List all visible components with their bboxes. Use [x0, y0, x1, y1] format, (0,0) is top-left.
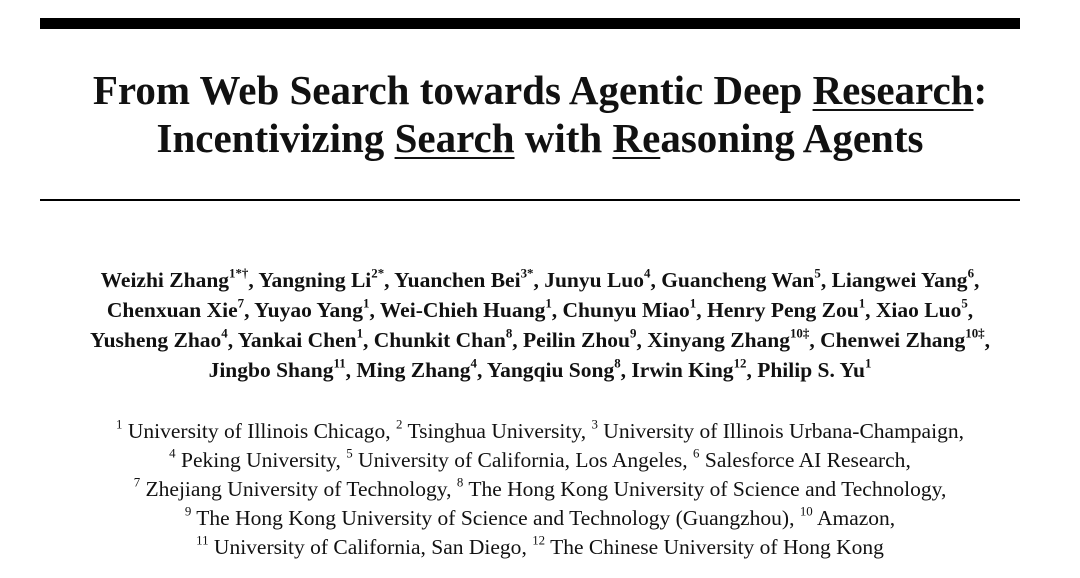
- author-name: Xiao Luo: [875, 298, 962, 322]
- author-affiliation-marker: 10‡: [789, 326, 810, 341]
- title-text: asoning Agents: [660, 115, 924, 161]
- affiliation-name: University of California, Los Angeles: [358, 448, 683, 472]
- author: [254, 298, 369, 322]
- author-name: Ming Zhang: [356, 358, 471, 382]
- author-affiliation-marker: 9: [629, 326, 637, 341]
- affiliation: [169, 448, 335, 472]
- author-name: Yuanchen Bei: [394, 268, 521, 292]
- affiliation: [800, 506, 890, 530]
- affiliation-name: The Hong Kong University of Science and Technology: [468, 477, 941, 501]
- affiliation-number: 11: [196, 533, 209, 548]
- author-line: Chenxuan Xie$^7$, Yuyao Yang$^1$, Wei-Chieh Huang$^1$, Chunyu Miao$^1$, Henry Peng Zou$^1$, Xiao Luo$^5$,: [106, 296, 974, 322]
- title-text: with: [514, 115, 613, 161]
- affiliation-number: 8: [456, 475, 464, 490]
- author-affiliation-marker: 11: [333, 356, 346, 371]
- author: [647, 328, 809, 352]
- author: [563, 298, 697, 322]
- author: [374, 328, 513, 352]
- author-name: Liangwei Yang: [831, 268, 968, 292]
- author: [661, 268, 821, 292]
- affiliation-name: The Chinese University of Hong Kong: [550, 535, 884, 559]
- author-affiliation-marker: 4: [221, 326, 228, 341]
- affiliation-line: $^9$ The Hong Kong University of Science and Technology (Guangzhou), $^{10}$ Amazon,: [184, 504, 896, 530]
- author-name: Henry Peng Zou: [706, 298, 859, 322]
- author-affiliation-marker: 7: [237, 296, 245, 311]
- title-underlined-word: Research: [812, 67, 974, 113]
- author-affiliation-marker: 5: [961, 296, 968, 311]
- affiliation: [693, 448, 905, 472]
- author: [523, 328, 636, 352]
- author: [707, 298, 865, 322]
- title-text: From Web Search towards Agentic Deep: [92, 67, 813, 113]
- title-underlined-word: Re: [612, 115, 661, 161]
- affiliation-name: University of Illinois Urbana-Champaign: [603, 419, 959, 443]
- author-affiliation-marker: 12: [733, 356, 747, 371]
- author: [107, 298, 244, 322]
- author-affiliation-marker: 1: [689, 296, 697, 311]
- author-affiliation-marker: 5: [814, 266, 821, 281]
- affiliation-number: 4: [169, 446, 176, 461]
- author-affiliation-marker: 8: [614, 356, 621, 371]
- author: [90, 328, 228, 352]
- author-line: Jingbo Shang$^{11}$, Ming Zhang$^4$, Yangqiu Song$^8$, Irwin King$^{12}$, Philip S. Yu$^1$: [208, 356, 872, 382]
- affiliation-number: 7: [133, 475, 141, 490]
- author: [209, 358, 346, 382]
- author-name: Yangning Li: [258, 268, 372, 292]
- affiliation-list: [0, 417, 1080, 562]
- author: [258, 268, 384, 292]
- affiliation-name: The Hong Kong University of Science and Technology (Guangzhou): [196, 506, 790, 530]
- affiliation-number: 6: [693, 446, 700, 461]
- author-affiliation-marker: 8: [505, 326, 513, 341]
- author-affiliation-marker: 1: [545, 296, 552, 311]
- affiliation: [457, 477, 941, 501]
- author-name: Wei-Chieh Huang: [379, 298, 546, 322]
- affiliation: [346, 448, 682, 472]
- affiliation-name: Salesforce AI Research: [704, 448, 906, 472]
- affiliation: [532, 535, 884, 559]
- author-line: Weizhi Zhang$^{1*\dagger}$, Yangning $Li^{2*}$, Yuanchen Bei$^{3*}$, Junyu Luo$^4$, Guancheng Wan$^5$, Liangwei Yang$^6$,: [100, 266, 980, 292]
- author: [356, 358, 477, 382]
- affiliation-name: Zhejiang University of Technology: [145, 477, 447, 501]
- author-name: Jingbo Shang: [208, 358, 334, 382]
- author-affiliation-marker: 1: [363, 296, 370, 311]
- author-name: Yuyao Yang: [254, 298, 364, 322]
- affiliation-line: $^7$ Zhejiang University of Technology, $^8$ The Hong Kong University of Science and Technology,: [133, 475, 947, 501]
- author: [487, 358, 621, 382]
- author-name: Guancheng Wan: [661, 268, 815, 292]
- author-name: Xinyang Zhang: [647, 328, 790, 352]
- affiliation-number: 12: [532, 533, 546, 548]
- author: [820, 328, 985, 352]
- author-affiliation-marker: 1: [864, 356, 872, 371]
- author: [832, 268, 974, 292]
- affiliation: [185, 506, 789, 530]
- author-name: Chunyu Miao: [562, 298, 690, 322]
- author-affiliation-marker: 1: [356, 326, 364, 341]
- affiliation-number: 2: [396, 417, 403, 432]
- title-text: Incentivizing: [156, 115, 395, 161]
- author-name: Yangqiu Song: [486, 358, 615, 382]
- bottom-rule: [40, 199, 1020, 201]
- author-list: [0, 265, 1080, 385]
- author-line: Yusheng Zhao$^4$, Yankai Chen$^1$, Chunkit Chan$^8$, Peilin Zhou$^9$, Xinyang Zhang$^{10\ddagger}$, Chenwei Zhang$^{10\ddagger}$,: [90, 326, 990, 352]
- author-name: Peilin Zhou: [523, 328, 630, 352]
- author-name: Philip S. Yu: [757, 358, 865, 382]
- top-rule: [40, 18, 1020, 29]
- author-affiliation-marker: 4: [644, 266, 651, 281]
- affiliation: [591, 419, 958, 443]
- affiliation-name: University of California, San Diego: [213, 535, 522, 559]
- author-affiliation-marker: 1: [858, 296, 866, 311]
- author: [544, 268, 650, 292]
- affiliation-number: 5: [346, 446, 353, 461]
- author: [757, 358, 871, 382]
- affiliation-number: 1: [116, 417, 123, 432]
- author-affiliation-marker: 10‡: [965, 326, 985, 341]
- affiliation-number: 10: [799, 504, 813, 519]
- title-line-1: [0, 66, 1080, 114]
- author: [394, 268, 533, 292]
- author-name: Irwin King: [631, 358, 734, 382]
- title-underlined-word: Search: [394, 115, 515, 161]
- affiliation-number: 9: [184, 504, 192, 519]
- affiliation: [396, 419, 581, 443]
- author-affiliation-marker: 4: [470, 356, 477, 371]
- affiliation-line: $^{11}$ University of California, San Diego, $^{12}$ The Chinese University of Hong Kong: [196, 533, 884, 559]
- title-text: :: [973, 67, 988, 113]
- author-name: Junyu Luo: [544, 268, 644, 292]
- title-line-2: [0, 114, 1080, 162]
- affiliation-line: $^1$ University of Illinois Chicago, $^2$ Tsinghua University, $^3$ University of Illinois Urbana-Champaign,: [116, 417, 964, 443]
- author: [101, 268, 249, 292]
- affiliation-number: 3: [591, 417, 598, 432]
- affiliation-name: University of Illinois Chicago: [127, 419, 386, 443]
- author-affiliation-marker: 6: [967, 266, 975, 281]
- author-name: Chenxuan Xie: [106, 298, 238, 322]
- affiliation: [196, 535, 521, 559]
- author: [876, 298, 968, 322]
- author-affiliation-marker: 1*†: [229, 266, 249, 281]
- affiliation-name: Tsinghua University: [407, 419, 581, 443]
- affiliation: [134, 477, 446, 501]
- author-name: Weizhi Zhang: [100, 268, 230, 292]
- affiliation-name: Amazon: [816, 506, 890, 530]
- author: [380, 298, 552, 322]
- author: [238, 328, 363, 352]
- author-affiliation-marker: 3*: [520, 266, 534, 281]
- affiliation-line: $^4$ Peking University, $^5$ University of California, Los Angeles, $^6$ Salesforce AI Research,: [169, 446, 911, 472]
- affiliation-name: Peking University: [181, 448, 336, 472]
- affiliation: [116, 419, 385, 443]
- author-name: Chunkit Chan: [373, 328, 506, 352]
- author-name: Yankai Chen: [237, 328, 357, 352]
- author-name: Chenwei Zhang: [820, 328, 966, 352]
- author-name: Yusheng Zhao: [90, 328, 222, 352]
- author-affiliation-marker: 2*: [371, 266, 385, 281]
- author: [631, 358, 746, 382]
- paper-title: [0, 66, 1080, 162]
